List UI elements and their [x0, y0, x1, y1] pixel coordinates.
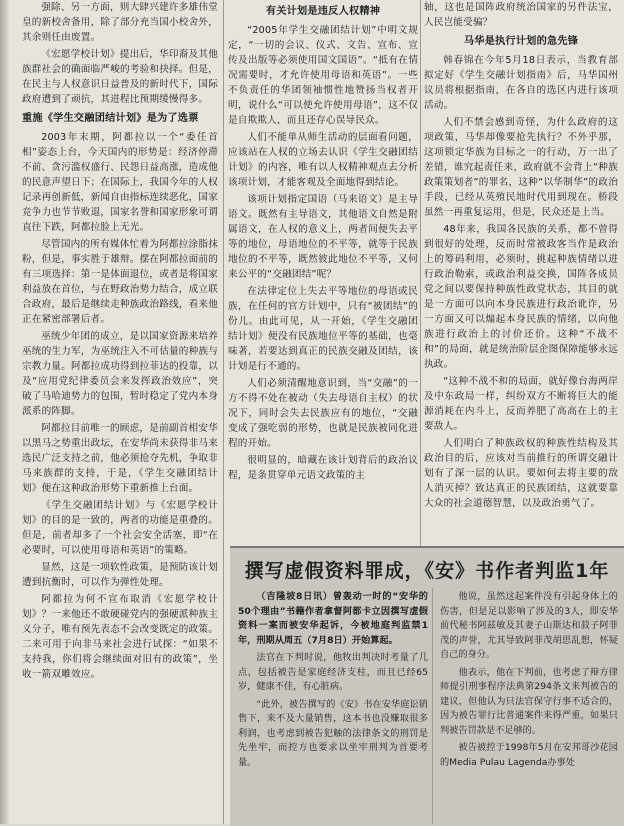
paragraph: 被告被控于1998年5月在安邦哥沙花园的Media Pulau Lagenda办事处 — [440, 742, 618, 768]
paragraph: 2003年末期，阿都拉以一个“委任首相”姿态上台，今天国内的形势是：经济停滞不前、贪污滥权盛行、民怨日益高涨，造成他的民意声望日下；在国际上，我国今年的人权记录再创新低，新闻自由指标连续恶化，国家竞争力也节节败退，国家名誉和国家形象可谓直往下跌，阿都拉脸上无光。 — [22, 132, 218, 233]
lead-paragraph: （吉隆坡8日讯）曾轰动一时的“安华的50个理由”书籍作者拿督阿都卡立因撰写虚假资料一案而被安华起诉，今被地庭判监禁1年，刑期从周五（7月8日）开始算起。 — [238, 591, 428, 646]
paragraph: 《宏愿学校计划》提出后，华印裔及其他族群社会的确面临严峻的考验和抉择。但是，在民主与人权意识日益普及的新时代下，国际政府遭到了顽抗，其进程比预期缓慢得多。 — [22, 49, 218, 105]
sidebar-column-divider — [432, 588, 433, 824]
paragraph: 人们明白了种族政权的种族性结构及其政治目的后，应该对当前推行的所谓交融计划有了深一层的认识。要如何去将主要的敌人消灭掉？致达真正的民族团结，这就要靠大众的社会道德智慧，以及政治勇气了。 — [424, 438, 618, 509]
section-heading: 重施《学生交融团结计划》是为了选票 — [22, 113, 199, 124]
paragraph: 人们必须清醒地意识到，当“交融”的一方不得不处在被动（失去母语自主权）的状况下，同时会失去民族应有的地位，“交融变成了强吃弱的形势，也就是民族被同化进程的开始。 — [228, 378, 418, 449]
sidebar-column-left — [238, 590, 428, 773]
paragraph: 该项计划指定国语（马来语文）是主导语文。既然有主导语文，其他语文自然是附属语文，在人权的意义上，两者间便失去平等的地位，母语地位的不平等，就等于民族地位的不平等，既然彼此地位不平等，又何来公平的“交融团结”呢？ — [228, 194, 418, 280]
paragraph: 强除、另一方面，则大肆兴建许多雄伟堂皇的新校舍备用，除了部分充当国小校舍外，其余则任由废置。 — [22, 2, 218, 43]
paragraph: 他表示，他在下判前，也考虑了辩方律师提引刑事程序法典第294条文来判被告的建议，但他认为只法官保守行事不适合的，因为被告罪行比普通案件来得严重，如果只判被告罚款是不足够的。 — [440, 666, 618, 736]
paragraph: 巫统少年团的成立，是以国家资源来培养巫统的生力军，为巫统注入不可估量的种族与宗教力量。阿都拉成功得到拉菲达的投靠，以及“应用党纪律委员会来发挥政治效应”，突破了马哈迪势力的包围，暂时稳定了党内本身派系的阵脚。 — [22, 331, 218, 417]
page-fold-shadow — [0, 0, 10, 824]
article-column-2 — [228, 0, 418, 485]
paragraph: 轴，这也是国阵政府统治国家的另件法宝，人民岂能受骗？ — [424, 2, 618, 28]
column-divider — [223, 0, 224, 824]
paragraph: “这种不战不和的局面，就好像台海两岸及中东政局一样，纠纷双方不断将巨大的能源消耗在内斗上，反而养肥了高高在上的主要敌人。 — [424, 376, 618, 432]
article-column-1 — [22, 0, 218, 684]
paragraph: 韩春锦在今年5月18日表示，当教育部拟定好《学生交融计划指南》后，马华国州议员将根据指南，在各自的选区内进行该项活动。 — [424, 55, 618, 111]
paragraph: 他说，虽然这起案件没有引起身体上的伤害，但是足以影响了涉及的3人，即安华前代秘书阿兹敏及其妻子山斯达和菽子阿菲茂的声誉，尤其导致阿菲茂胡思乱想，怀疑自己的身分。 — [440, 591, 618, 660]
paragraph: “此外，被告撰写的《安》书在安华庭讼销售下，来不及大量销售，这本书也没赚取很多利润，也考虑到被告犯触的法律条文的刑罚是先坐牢，而控方也要求以坐牢刑判为首要考量。 — [238, 698, 428, 768]
paragraph: 法官在下判时说，他牧出判决时考量了几点，包括被告是家庭经济支柱，而且已经65岁，健康不佳，有心脏病。 — [238, 652, 428, 692]
paragraph: 很明显的，暗藏在该计划背后的政治议程，是条贯穿单元语文政策的主 — [228, 455, 418, 481]
section-heading: 有关计划是违反人权精神 — [265, 6, 381, 17]
paragraph: 人们不禁会感到奇怪，为什么政府的这项政策，马华却像要抢先执行？不外乎那，这项锁定华族为目标之一的行动，万一出了差错，谁究起责任来，政府就不会背上“种族政策策划者”的罪名，这种“以华制华”的政治手段，已经从英殖民地时代用到现在。桥段虽然一再重复运用，但是，民众还是上当。 — [424, 117, 618, 218]
paragraph: 阿都拉目前唯一的顾虑，是前副首相安华以黑马之势重出政坛，在安华尚未获得非马来选民广泛支持之前，他必须抢夺先机，争取非马来族群的支持，于是，《学生交融团结计划》便在这种政治形势下重新推上台面。 — [22, 423, 218, 494]
paragraph: “2005年学生交融团结计划”中明文规定，“一切的会议、仪式、文告、宣布、宣传及出版等必须使用国文国语”。“抵有在情况需要时，才允许使用母语和英语”。一些不负责任的华团领袖惯性地赞扬当权者开明，说什么“可以使允许使用母语”，这不仅是自欺欺人，而且还存心误导民众。 — [228, 25, 418, 126]
sidebar-headline: 撰写虚假资料罪成，《安》书作者判监1年 — [244, 560, 610, 582]
paragraph: 显然，这是一项软性政策，是预防该计划遭到抗衡时，可以作为弹性处理。 — [22, 562, 218, 588]
paragraph: 在法律定位上失去平等地位的母语或民族，在任何的官方计划中，只有“被团结”的份儿。由此可见，从一开始，《学生交融团结计划》便没有民族地位平等的基础，也毫味著，若要达到真正的民族交融及团结，该计划是行不通的。 — [228, 286, 418, 372]
paragraph: 阿都拉为何不宣布取消《宏愿学校计划》？一来他还不敢硬碰党内的强硬派种族主义分子，唯有预先表态不会改变既定的政策。二来可用于向非马来社会进行试探：“如果不支持我，你们将会继续面对旧有的政策”，坐收一箭双雕效应。 — [22, 594, 218, 680]
article-column-3 — [424, 0, 618, 513]
column-divider — [420, 0, 421, 546]
paragraph: 《学生交融团结计划》与《宏愿学校计划》的目的是一致的，两者的功能是重叠的。但是，前者却多了一个社会安全活塞，即“在必要时，可以使用母语和英语”的策略。 — [22, 500, 218, 556]
paragraph: 尽管国内的所有媒体忙着为阿都拉涂脂抹粉，但是，事实胜于雄辩。摆在阿都拉面前的有三项选择：第一是体面退位，或者是将国家利益放在首位，与在野政治势力结合，成立联合政府，最后是继续走种族政治路线，看来他正在紧密部署后者。 — [22, 239, 218, 325]
section-heading: 马华是执行计划的急先锋 — [463, 36, 579, 47]
paragraph: 人们不能单从师生活动的层面看问题，应该站在人权的立场去认识《学生交融团结计划》的内容，唯有以人权精神观点去分析该项计划，才能客观及全面地得到结论。 — [228, 132, 418, 188]
sidebar-news-box — [230, 546, 624, 826]
paragraph: 48年来，我国各民族的关系，都不曾得到很好的处理，反而时常被政客当作是政治上的筹码利用，必须时，挑起种族情绪以进行政治勒索，或政治利益交换，国阵各成员党之间以要保持种族性政党状态，其目的就是一方面可以向本身民族进行政治讹诈，另一方面又可以煽起本身民族的情绪，以向他族进行政治上的讨价还价。这种“不战不和”的局面，就是统治阶层企图保障能够永远执政。 — [424, 224, 618, 370]
sidebar-column-right — [440, 590, 618, 773]
